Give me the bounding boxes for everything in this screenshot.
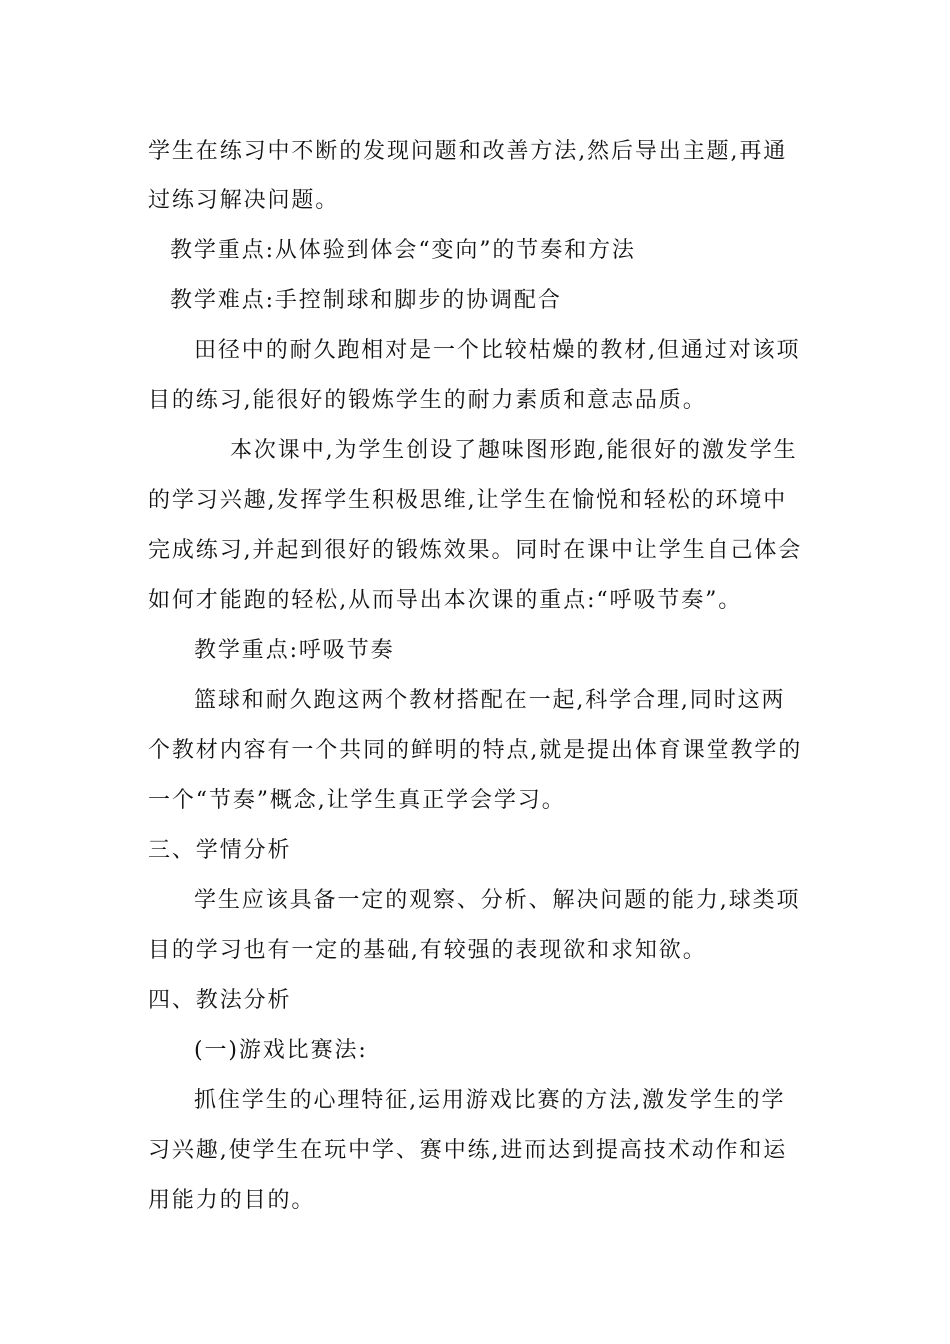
paragraph-line: 学生应该具备一定的观察、分析、解决问题的能力,球类项 [194, 888, 801, 913]
paragraph-line: 用能力的目的。 [148, 1188, 316, 1213]
subsection-heading: (一)游戏比赛法: [194, 1038, 368, 1063]
paragraph-line: 一个“节奏”概念,让学生真正学会学习。 [148, 788, 566, 813]
paragraph-line: 习兴趣,使学生在玩中学、赛中练,进而达到提高技术动作和运 [148, 1138, 788, 1163]
paragraph-line: 田径中的耐久跑相对是一个比较枯燥的教材,但通过对该项 [194, 338, 801, 363]
paragraph-line: 的学习兴趣,发挥学生积极思维,让学生在愉悦和轻松的环境中 [148, 488, 788, 513]
teaching-focus-line: 教学重点:呼吸节奏 [194, 638, 395, 663]
teaching-focus-line: 教学重点:从体验到体会“变向”的节奏和方法 [170, 238, 636, 263]
paragraph-line: 完成练习,并起到很好的锻炼效果。同时在课中让学生自己体会 [148, 538, 803, 563]
teaching-difficulty-line: 教学难点:手控制球和脚步的协调配合 [170, 288, 562, 313]
paragraph-line: 学生在练习中不断的发现问题和改善方法,然后导出主题,再通 [148, 139, 788, 164]
paragraph-line: 个教材内容有一个共同的鲜明的特点,就是提出体育课堂教学的 [148, 738, 803, 763]
paragraph-line: 目的练习,能很好的锻炼学生的耐力素质和意志品质。 [148, 388, 707, 413]
section-heading: 四、教法分析 [148, 988, 292, 1013]
paragraph-line: 本次课中,为学生创设了趣味图形跑,能很好的激发学生 [230, 438, 798, 463]
paragraph-line: 抓住学生的心理特征,运用游戏比赛的方法,激发学生的学 [194, 1088, 786, 1113]
paragraph-line: 如何才能跑的轻松,从而导出本次课的重点:“呼吸节奏”。 [148, 588, 743, 613]
section-heading: 三、学情分析 [148, 838, 292, 863]
paragraph-line: 目的学习也有一定的基础,有较强的表现欲和求知欲。 [148, 938, 707, 963]
paragraph-line: 过练习解决问题。 [148, 188, 340, 213]
paragraph-line: 篮球和耐久跑这两个教材搭配在一起,科学合理,同时这两 [194, 688, 786, 713]
